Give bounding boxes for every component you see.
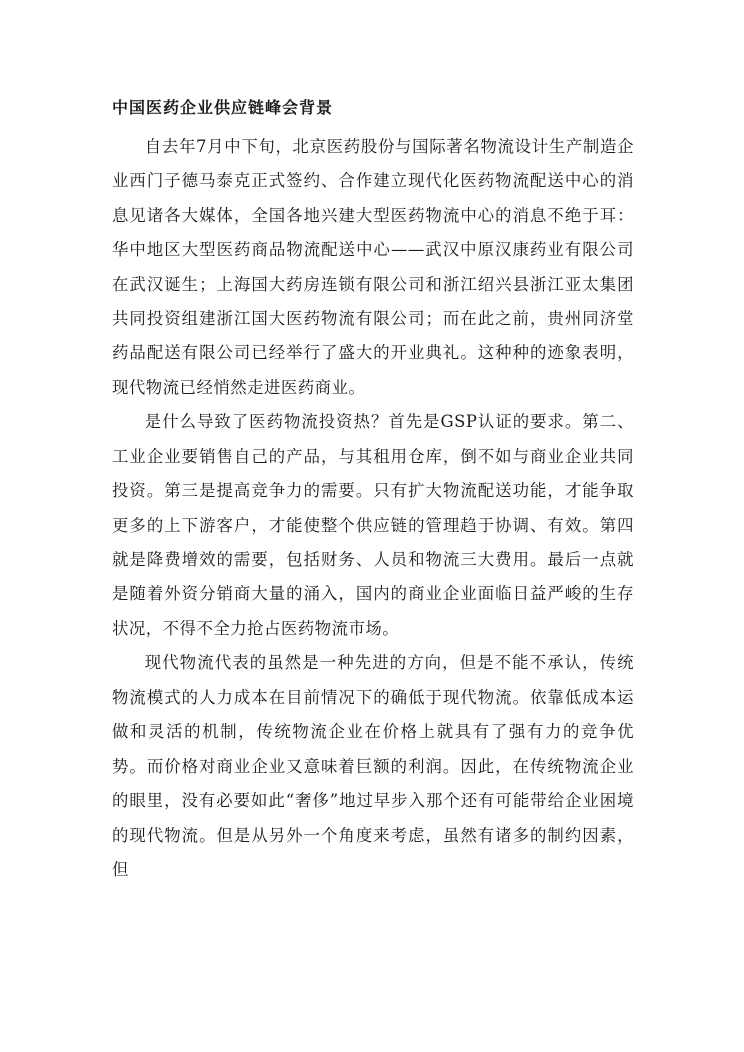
paragraph-3: 现代物流代表的虽然是一种先进的方向，但是不能不承认，传统物流模式的人力成本在目前情况下的确低于现代物流。依靠低成本运做和灵活的机制，传统物流企业在价格上就具有了强有力的竞争优势。而价格对商业企业又意味着巨额的利润。因此，在传统物流企业的眼里，没有必要如此“奢侈”地过早步入那个还有可能带给企业困境的现代物流。但是从另外一个角度来考虑，虽然有诸多的制约因素，但 bbox=[112, 653, 634, 879]
paragraph-2: 是什么导致了医药物流投资热？首先是GSP认证的要求。第二、工业企业要销售自己的产品，与其租用仓库，倒不如与商业企业共同投资。第三是提高竞争力的需要。只有扩大物流配送功能，才能争取更多的上下游客户，才能使整个供应链的管理趋于协调、有效。第四就是降费增效的需要，包括财务、人员和物流三大费用。最后一点就是随着外资分销商大量的涌入，国内的商业企业面临日益严峻的生存状况，不得不全力抢占医药物流市场。 bbox=[112, 412, 634, 638]
paragraph-1: 自去年7月中下旬，北京医药股份与国际著名物流设计生产制造企业西门子德马泰克正式签约、合作建立现代化医药物流配送中心的消息见诸各大媒体，全国各地兴建大型医药物流中心的消息不绝于耳：华中地区大型医药商品物流配送中心——武汉中原汉康药业有限公司在武汉诞生；上海国大药房连锁有限公司和浙江绍兴县浙江亚太集团共同投资组建浙江国大医药物流有限公司；而在此之前，贵州同济堂药品配送有限公司已经举行了盛大的开业典礼。这种种的迹象表明，现代物流已经悄然走进医药商业。 bbox=[112, 137, 634, 397]
document-title: 中国医药企业供应链峰会背景 bbox=[112, 98, 334, 117]
document-body bbox=[112, 130, 634, 887]
